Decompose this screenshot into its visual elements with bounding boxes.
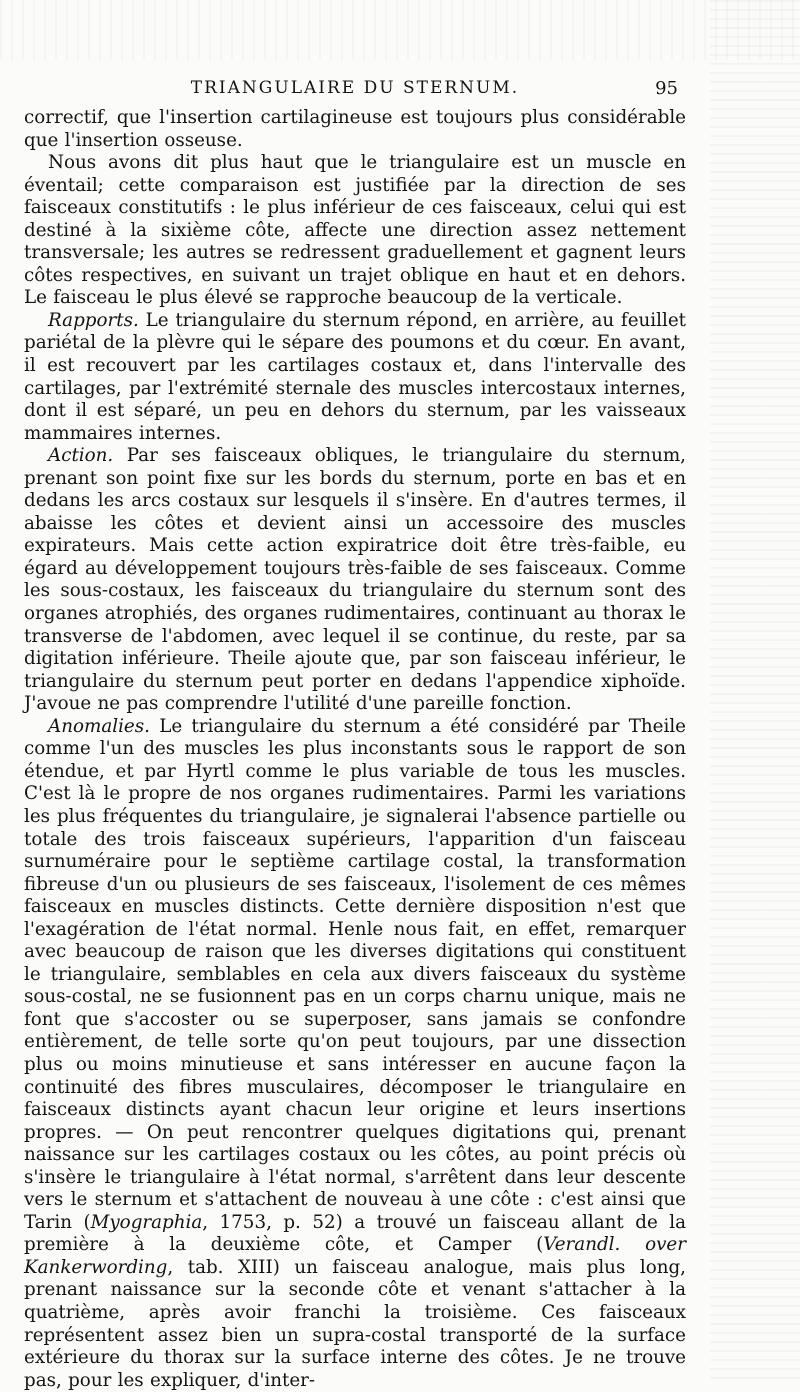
paragraph-continuation <box>24 107 686 152</box>
book-page <box>24 72 686 1392</box>
running-title: TRIANGULAIRE DU STERNUM. <box>190 78 520 98</box>
paragraph-text: Nous avons dit plus haut que le triangulaire est un muscle en éventail; cette comparaison est justifiée par la direction de ses faisceaux constitutifs : le plus inférieur de ces faisceaux, celui qui est destiné à la sixième côte, affecte une direction assez nettement transversale; les autres se redressent graduellement et gagnent leurs côtes respectives, en suivant un trajet oblique en haut et en dehors. Le faisceau le plus élevé se rapproche beaucoup de la verticale. <box>24 152 686 309</box>
scan-top-noise <box>0 0 800 60</box>
body-text <box>24 107 686 1392</box>
page-header <box>24 72 686 102</box>
scan-edge-noise <box>710 0 800 1382</box>
paragraph-fan-comparison <box>24 152 686 310</box>
paragraph-text: , tab. XIII) un faisceau analogue, mais plus long, prenant naissance sur la seconde côte et venant s'attacher à la quatrième, après avoir franchi la troisième. Ces faisceaux représentent assez bien un supra-costal transporté de la surface extérieure du thorax sur la surface interne des côtes. Je ne trouve pas, pour les expliquer, d'inter- <box>24 1256 686 1391</box>
paragraph-rapports <box>24 310 686 445</box>
paragraph-text: Par ses faisceaux obliques, le triangulaire du sternum, prenant son point fixe sur les bords du sternum, porte en bas et en dedans les arcs costaux sur lesquels il s'insère. En d'autres termes, il abaisse les côtes et devient ainsi un accessoire des muscles expirateurs. Mais cette action expiratrice doit être très-faible, eu égard au développement toujours très-faible de ses faisceaux. Comme les sous-costaux, les faisceaux du triangulaire du sternum sont des organes atrophiés, des organes rudimentaires, continuant au thorax le transverse de l'abdomen, avec lequel il se continue, du reste, par sa digitation inférieure. Theile ajoute que, par son faisceau inférieur, le triangulaire du sternum peut porter en dedans l'appendice xiphoïde. J'avoue ne pas comprendre l'utilité d'une pareille fonction. <box>24 445 686 715</box>
paragraph-text: Le triangulaire du sternum a été considéré par Theile comme l'un des muscles les plus inconstants sous le rapport de son étendue, et par Hyrtl comme le plus variable de tous les muscles. C'est là le propre de nos organes rudimentaires. Parmi les variations les plus fréquentes du triangulaire, je signalerai l'absence partielle ou totale des trois faisceaux supérieurs, l'apparition d'un faisceau surnuméraire pour le septième cartilage costal, la transformation fibreuse d'un ou plusieurs de ses faisceaux, l'isolement de ces mêmes faisceaux en muscles distincts. Cette dernière disposition n'est que l'exagération de l'état normal. Henle nous fait, en effet, remarquer avec beaucoup de raison que les diverses digitations qui constituent le triangulaire, semblables en cela aux divers faisceaux du système sous-costal, ne se fusionnent pas en un corps charnu unique, mais ne font que s'accoster ou se superposer, sans jamais se confondre entièrement, de telle sorte qu'on peut toujours, par une dissection plus ou moins minutieuse et sans intéresser en aucune façon la continuité des fibres musculaires, décomposer le triangulaire en faisceaux distincts ayant chacun leur origine et leurs insertions propres. — On peut rencontrer quelques digitations qui, prenant naissance sur les cartilages costaux ou les côtes, au point précis où s'insère le triangulaire à l'état normal, s'arrêtent dans leur descente vers le sternum et s'attachent de nouveau à une côte : c'est ainsi que Tarin ( <box>24 715 686 1233</box>
section-lead-action: Action. <box>48 445 114 467</box>
paragraph-text: Le triangulaire du sternum répond, en arrière, au feuillet pariétal de la plèvre qui le sépare des poumons et du cœur. En avant, il est recouvert par les cartilages costaux et, dans l'intervalle des cartilages, par l'extrémité sternale des muscles intercostaux internes, dont il est séparé, un peu en dehors du sternum, par les vaisseaux mammaires internes. <box>24 309 686 444</box>
citation-title: Myographia <box>90 1211 203 1233</box>
paragraph-text: correctif, que l'insertion cartilagineuse est toujours plus considérable que l'insertion osseuse. <box>24 107 686 151</box>
page-number: 95 <box>655 78 678 99</box>
paragraph-anomalies <box>24 716 686 1392</box>
section-lead-rapports: Rapports. <box>48 309 139 331</box>
citation-title: Verandl. over Kankerwording <box>24 1234 686 1278</box>
paragraph-text: , 1753, p. 52) a trouvé un faisceau allant de la première à la deuxième côte, et Camper ( <box>24 1211 686 1256</box>
paragraph-action <box>24 445 686 716</box>
section-lead-anomalies: Anomalies. <box>48 715 150 737</box>
